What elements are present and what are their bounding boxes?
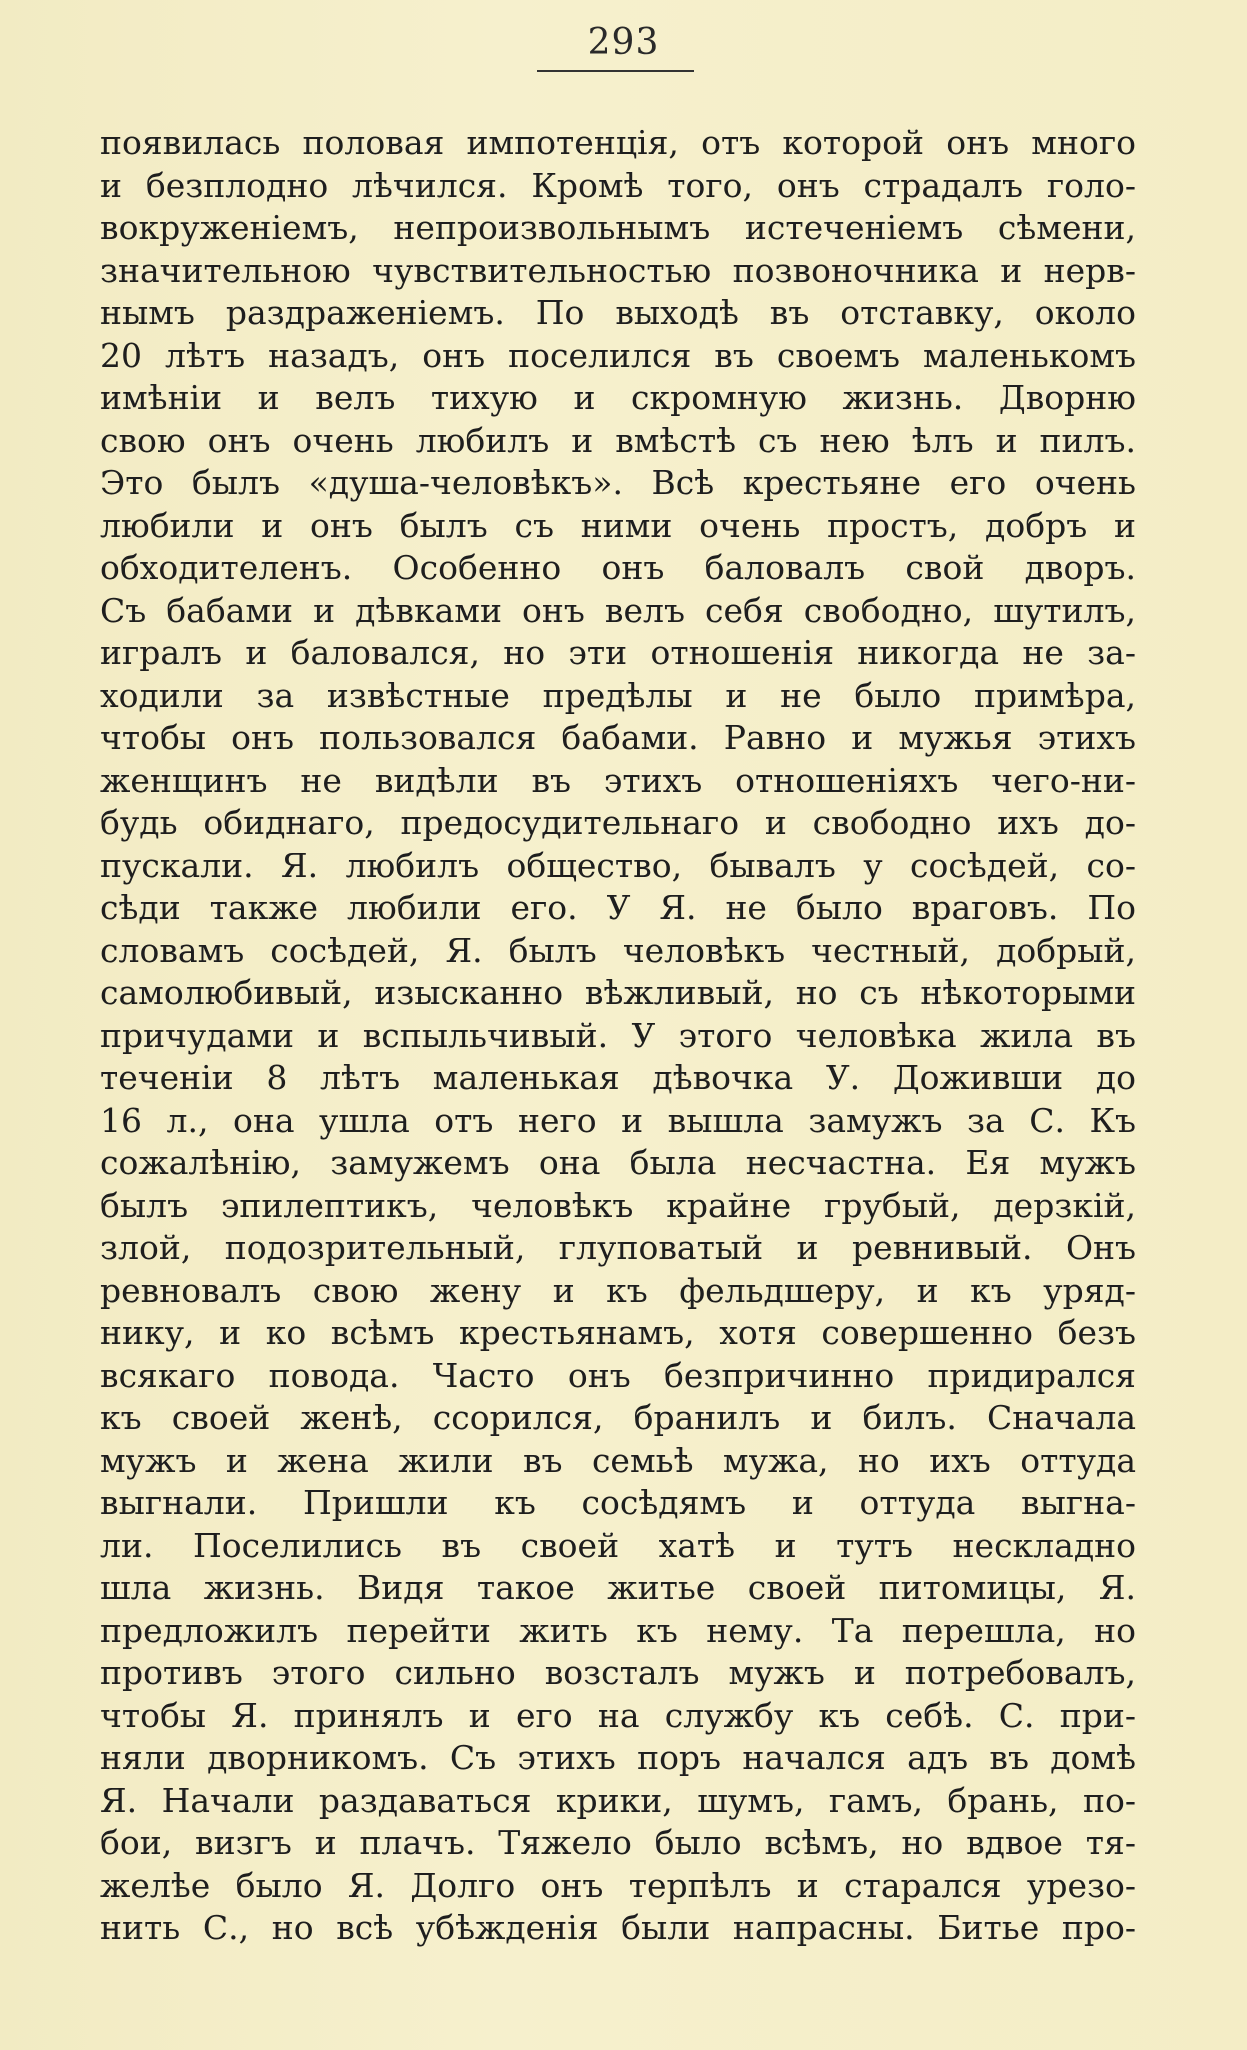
text-line: появилась половая импотенція, отъ которой онъ много	[100, 123, 1136, 162]
text-line: имѣніи и велъ тихую и скромную жизнь. Дворню	[100, 378, 1136, 417]
text-line: всякаго повода. Часто онъ безпричинно придирался	[100, 1355, 1136, 1395]
text-line: любили и онъ былъ съ ними очень простъ, добръ и	[100, 505, 1136, 545]
text-line: няли дворникомъ. Съ этихъ поръ начался адъ въ домѣ	[100, 1738, 1136, 1777]
text-line: 20 лѣтъ назадъ, онъ поселился въ своемъ маленькомъ	[100, 335, 1136, 375]
text-line: Я. Начали раздаваться крики, шумъ, гамъ, брань, по-	[100, 1780, 1136, 1820]
text-line: Это былъ «душа-человѣкъ». Всѣ крестьяне его очень	[100, 463, 1136, 502]
text-line: злой, подозрительный, глуповатый и ревнивый. Онъ	[100, 1228, 1136, 1267]
text-line: нику, и ко всѣмъ крестьянамъ, хотя совершенно безъ	[100, 1313, 1136, 1352]
text-line: пускали. Я. любилъ общество, бывалъ у сосѣдей, со-	[100, 845, 1136, 885]
text-line: противъ этого сильно возсталъ мужъ и потребовалъ,	[100, 1653, 1136, 1692]
text-line: былъ эпилептикъ, человѣкъ крайне грубый, дерзкій,	[100, 1185, 1136, 1225]
text-line: причудами и вспыльчивый. У этого человѣка жила въ	[100, 1015, 1136, 1055]
text-line: значительною чувствительностью позвоночника и нерв-	[100, 250, 1136, 290]
text-line: обходителенъ. Особенно онъ баловалъ свой дворъ.	[100, 548, 1136, 587]
text-line: игралъ и баловался, но эти отношенія никогда не за-	[100, 633, 1136, 672]
text-line: нымъ раздраженіемъ. По выходѣ въ отставку, около	[100, 293, 1136, 332]
text-line: будь обиднаго, предосудительнаго и свободно ихъ до-	[100, 803, 1136, 842]
text-line: теченіи 8 лѣтъ маленькая дѣвочка У. Доживши до	[100, 1058, 1136, 1097]
text-line: предложилъ перейти жить къ нему. Та перешла, но	[100, 1610, 1136, 1650]
text-line: и безплодно лѣчился. Кромѣ того, онъ страдалъ голо-	[100, 165, 1136, 205]
text-line: 16 л., она ушла отъ него и вышла замужъ за С. Къ	[100, 1100, 1136, 1140]
text-line: словамъ сосѣдей, Я. былъ человѣкъ честный, добрый,	[100, 930, 1136, 970]
text-line: сожалѣнію, замужемъ она была несчастна. Ея мужъ	[100, 1143, 1136, 1182]
text-line: Съ бабами и дѣвками онъ велъ себя свободно, шутилъ,	[100, 590, 1136, 630]
text-line: чтобы Я. принялъ и его на службу къ себѣ. С. при-	[100, 1695, 1136, 1735]
page-number: 293	[587, 22, 660, 63]
text-line: женщинъ не видѣли въ этихъ отношеніяхъ чего-ни-	[100, 760, 1136, 800]
text-line: бои, визгъ и плачъ. Тяжело было всѣмъ, но вдвое тя-	[100, 1823, 1136, 1862]
text-line: вокруженіемъ, непроизвольнымъ истеченіемъ сѣмени,	[100, 208, 1136, 247]
text-line: чтобы онъ пользовался бабами. Равно и мужья этихъ	[100, 718, 1136, 757]
text-line: ли. Поселились въ своей хатѣ и тутъ нескладно	[100, 1525, 1136, 1565]
text-line: мужъ и жена жили въ семьѣ мужа, но ихъ оттуда	[100, 1440, 1136, 1480]
text-line: сѣди также любили его. У Я. не было враговъ. По	[100, 888, 1136, 927]
text-line: къ своей женѣ, ссорился, бранилъ и билъ. Сначала	[100, 1398, 1136, 1437]
text-line: свою онъ очень любилъ и вмѣстѣ съ нею ѣлъ и пилъ.	[100, 420, 1136, 460]
text-line: шла жизнь. Видя такое житье своей питомицы, Я.	[100, 1568, 1136, 1607]
text-line: нить С., но всѣ убѣжденія были напрасны. Битье про-	[100, 1908, 1136, 1947]
text-line: желѣе было Я. Долго онъ терпѣлъ и старался урезо-	[100, 1865, 1136, 1905]
text-line: ревновалъ свою жену и къ фельдшеру, и къ уряд-	[100, 1270, 1136, 1310]
text-line: ходили за извѣстные предѣлы и не было примѣра,	[100, 675, 1136, 715]
header-rule	[537, 70, 694, 72]
body-text	[100, 122, 1136, 1950]
text-line: выгнали. Пришли къ сосѣдямъ и оттуда выгна-	[100, 1483, 1136, 1522]
text-line: самолюбивый, изысканно вѣжливый, но съ нѣкоторыми	[100, 973, 1136, 1012]
